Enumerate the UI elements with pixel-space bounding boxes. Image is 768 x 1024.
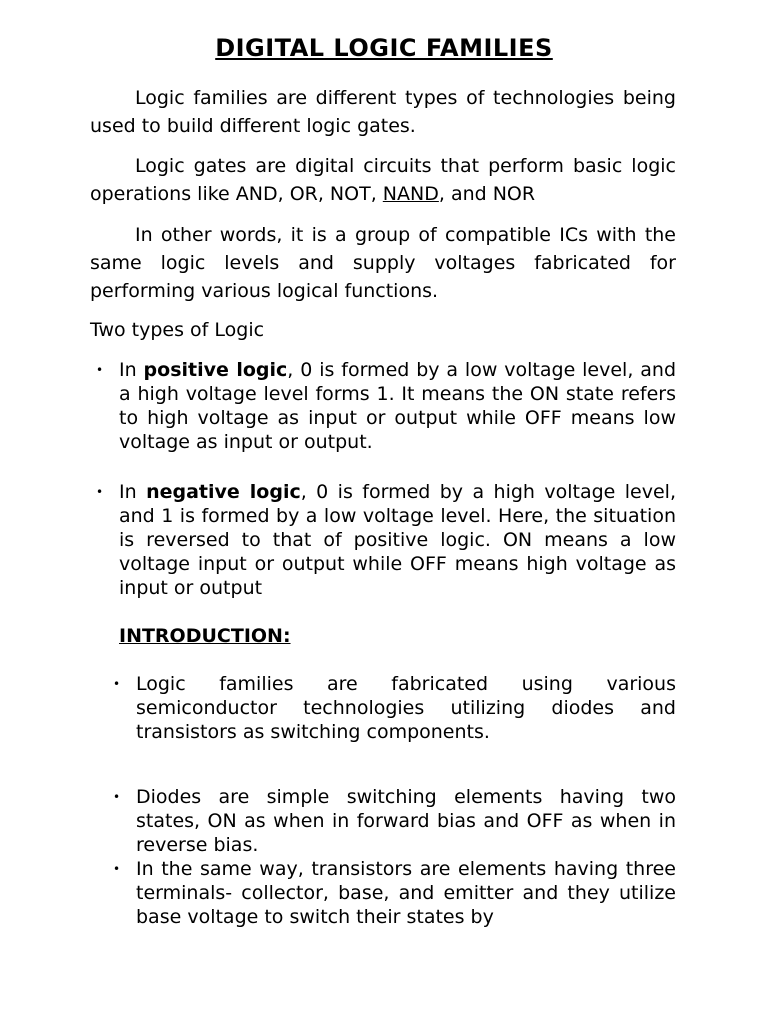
negative-logic-term: negative logic	[146, 481, 301, 503]
bullet-dot: •	[96, 363, 104, 377]
bullet-text: , 0 is formed by a high voltage level, and 1 is formed by a low voltage level. Here, the situation is reversed to that of positive logic. ON means a low voltage input or output while OFF means high voltage as input or output	[119, 481, 676, 599]
paragraph-logic-gates	[90, 152, 676, 208]
bullet-text: , 0 is formed by a low voltage level, and a high voltage level forms 1. It means the ON state refers to high voltage as input or output while OFF means low voltage as input or output.	[119, 359, 676, 453]
bullet-dot: •	[113, 862, 121, 876]
intro-item-diodes: Diodes are simple switching elements having two states, ON as when in forward bias and OFF as when in reverse bias.	[136, 786, 676, 856]
positive-logic-term: positive logic	[143, 359, 288, 381]
bullet-prefix: In	[119, 359, 144, 381]
page-title: DIGITAL LOGIC FAMILIES	[215, 34, 553, 62]
paragraph-logic-gates-start: Logic gates are digital circuits that perform basic logic operations like AND, OR, NOT,	[90, 155, 676, 205]
nand-term: NAND	[382, 183, 439, 205]
bullet-positive-logic	[119, 358, 676, 454]
bullet-prefix: In	[119, 481, 147, 503]
types-heading: Two types of Logic	[90, 319, 265, 341]
paragraph-logic-gates-end: , and NOR	[438, 183, 536, 205]
bullet-dot: •	[113, 790, 121, 804]
introduction-heading: INTRODUCTION:	[119, 625, 291, 647]
paragraph-logic-families: Logic families are different types of technologies being used to build different logic gates.	[90, 87, 676, 137]
bullet-dot: •	[96, 485, 104, 499]
intro-item-fabrication: Logic families are fabricated using various semiconductor technologies utilizing diodes and transistors as switching components.	[136, 673, 676, 743]
bullet-dot: •	[113, 677, 121, 691]
bullet-negative-logic	[119, 480, 676, 600]
intro-item-transistors: In the same way, transistors are elements having three terminals- collector, base, and emitter and they utilize base voltage to switch their states by	[136, 858, 676, 928]
paragraph-other-words: In other words, it is a group of compatible ICs with the same logic levels and supply voltages fabricated for performing various logical functions.	[90, 224, 676, 302]
